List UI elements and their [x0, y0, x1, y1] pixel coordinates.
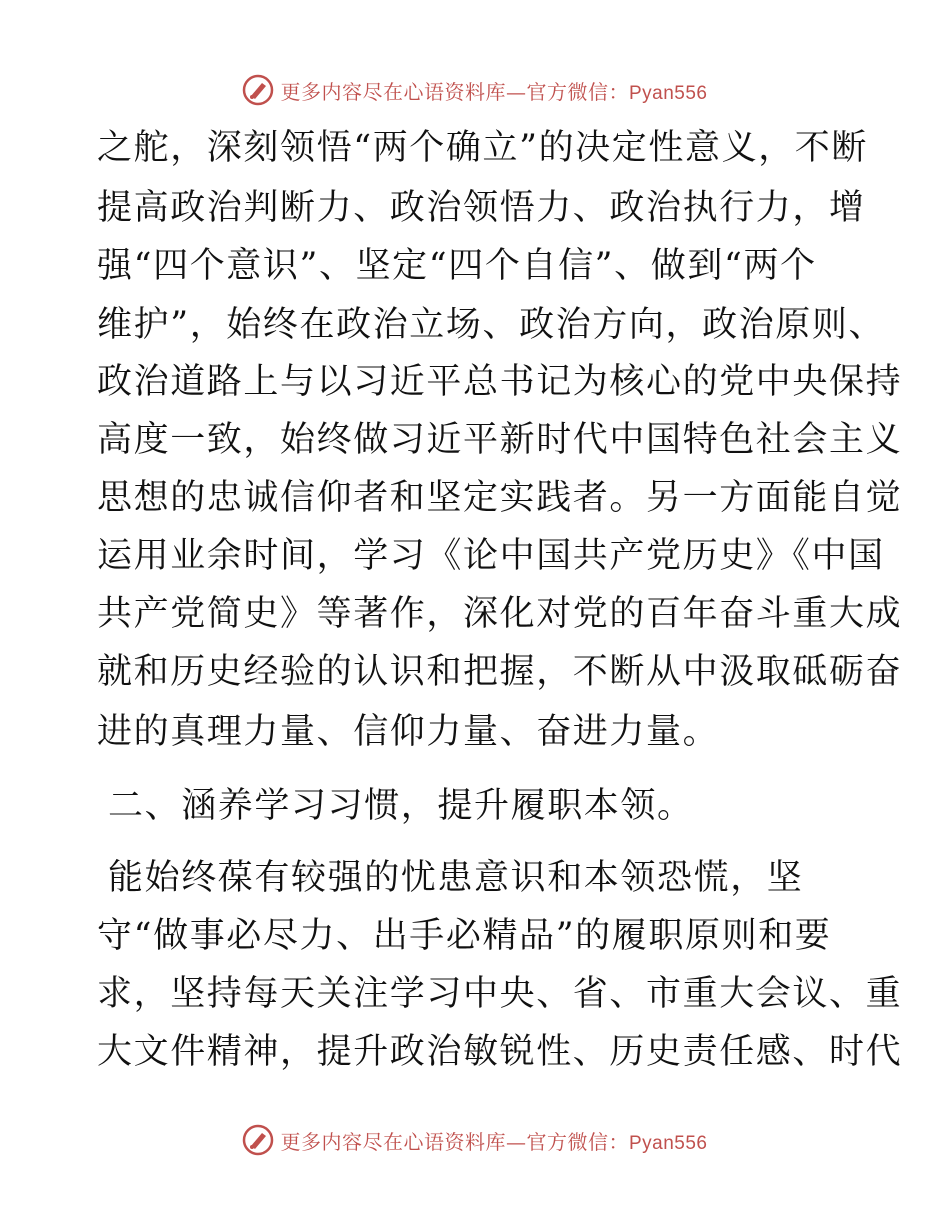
body-line: 共产党简史》等著作，深化对党的百年奋斗重大成	[97, 594, 903, 634]
body-line: 维护”，始终在政治立场、政治方向，政治原则、	[97, 305, 886, 345]
body-line: 强“四个意识”、坚定“四个自信”、做到“两个	[97, 246, 817, 286]
body-line: 运用业余时间，学习《论中国共产党历史》《中国	[97, 536, 885, 576]
banner-label: 更多内容尽在心语资料库—官方微信：	[280, 1129, 629, 1154]
body-line: 政治道路上与以习近平总书记为核心的党中央保持	[97, 362, 903, 402]
footer-banner	[0, 1120, 950, 1160]
body-line: 守“做事必尽力、出手必精品”的履职原则和要	[97, 916, 832, 956]
banner-label: 更多内容尽在心语资料库—官方微信：	[280, 79, 629, 104]
body-line: 求，坚持每天关注学习中央、省、市重大会议、重	[97, 974, 903, 1014]
body-line: 思想的忠诚信仰者和坚定实践者。另一方面能自觉	[97, 478, 903, 518]
body-line: 进的真理力量、信仰力量、奋进力量。	[97, 712, 720, 752]
body-line: 提高政治判断力、政治领悟力、政治执行力，增	[97, 188, 866, 228]
body-line: 高度一致，始终做习近平新时代中国特色社会主义	[97, 420, 903, 460]
section-heading: 二、涵养学习习惯，提升履职本领。	[108, 786, 694, 826]
wechat-id: Pyan556	[628, 82, 708, 104]
body-line: 大文件精神，提升政治敏锐性、历史责任感、时代	[97, 1032, 903, 1072]
body-line: 之舵，深刻领悟“两个确立”的决定性意义，不断	[97, 128, 868, 168]
pen-logo-icon	[242, 1124, 274, 1156]
wechat-id: Pyan556	[628, 1132, 708, 1154]
body-line: 就和历史经验的认识和把握，不断从中汲取砥砺奋	[97, 652, 903, 692]
body-line: 能始终葆有较强的忧患意识和本领恐慌，坚	[108, 858, 804, 898]
banner-text	[280, 1126, 707, 1155]
